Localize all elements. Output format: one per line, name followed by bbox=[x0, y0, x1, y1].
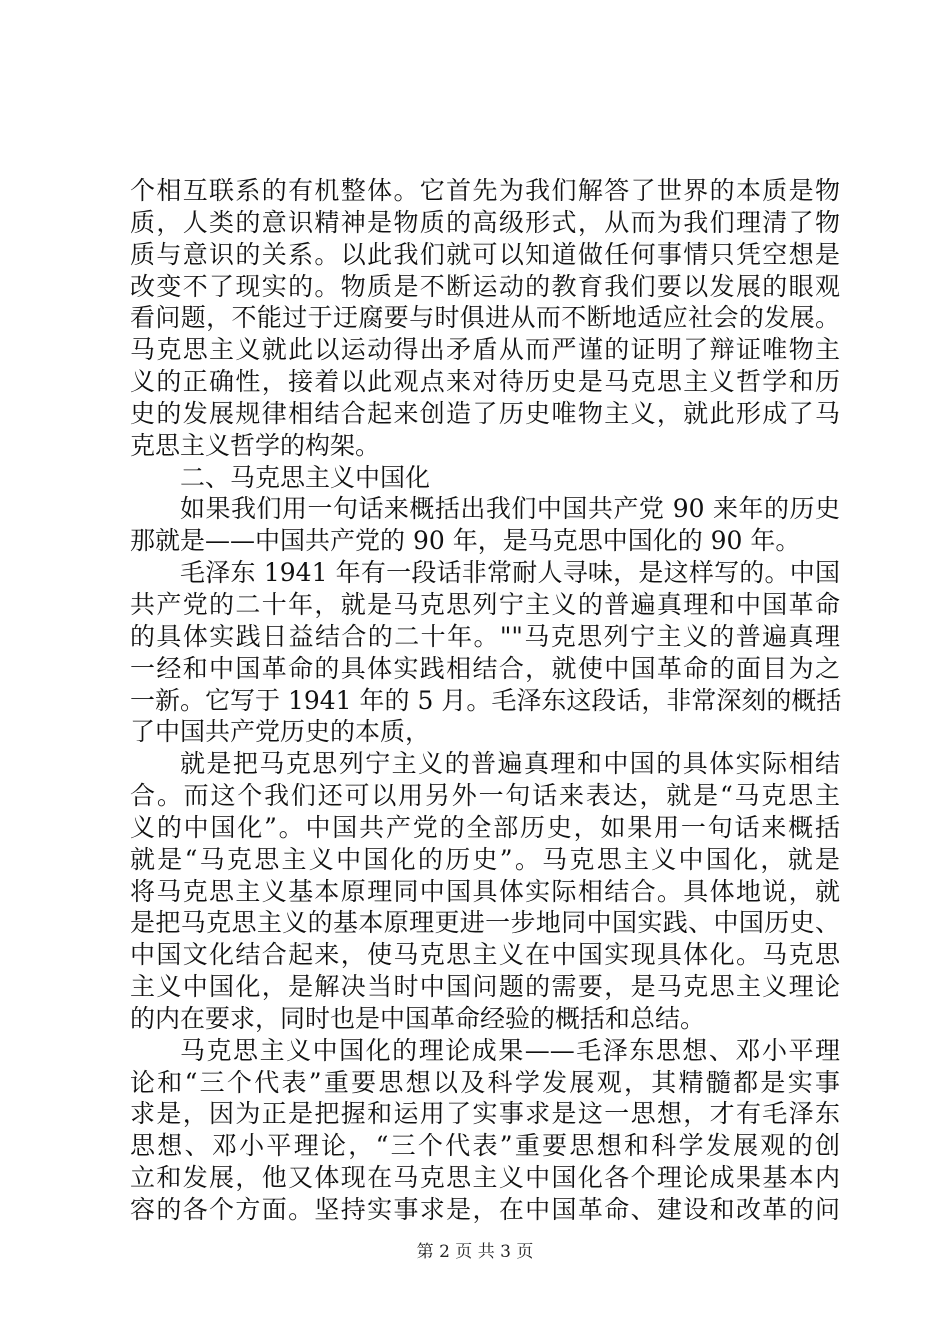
text-line: 质与意识的关系。以此我们就可以知道做任何事情只凭空想是 bbox=[130, 239, 840, 269]
page-footer bbox=[0, 1242, 950, 1262]
text-line: 个相互联系的有机整体。它首先为我们解答了世界的本质是物 bbox=[130, 176, 840, 205]
text-line: 如果我们用一句话来概括出我们中国共产党 90 来年的历史 bbox=[180, 494, 840, 524]
text-line: 主义中国化，是解决当时中国问题的需要，是马克思主义理论 bbox=[130, 972, 840, 1002]
text-line: 史的发展规律相结合起来创造了历史唯物主义，就此形成了马 bbox=[130, 398, 840, 428]
text-line: 是把马克思主义的基本原理更进一步地同中国实践、中国历史、 bbox=[130, 908, 840, 938]
text-line: 将马克思主义基本原理同中国具体实际相结合。具体地说，就 bbox=[130, 876, 840, 906]
text-line: 的具体实践日益结合的二十年。""马克思列宁主义的普遍真理 bbox=[130, 621, 840, 651]
text-line: 思想、邓小平理论，“三个代表”重要思想和科学发展观的创 bbox=[130, 1131, 840, 1161]
text-line: 改变不了现实的。物质是不断运动的教育我们要以发展的眼观 bbox=[130, 271, 840, 301]
text-line: 立和发展，他又体现在马克思主义中国化各个理论成果基本内 bbox=[130, 1163, 840, 1193]
text-line: 共产党的二十年，就是马克思列宁主义的普遍真理和中国革命 bbox=[130, 589, 840, 619]
text-line: 就是把马克思列宁主义的普遍真理和中国的具体实际相结 bbox=[180, 749, 840, 779]
text-line: 义的中国化”。中国共产党的全部历史，如果用一句话来概括 bbox=[130, 812, 840, 842]
text-line: 二、马克思主义中国化 bbox=[180, 462, 431, 492]
text-line: 容的各个方面。坚持实事求是，在中国革命、建设和改革的问 bbox=[130, 1195, 840, 1224]
page-number-label: 第 2 页 共 3 页 bbox=[416, 1242, 534, 1262]
text-line: 求是，因为正是把握和运用了实事求是这一思想，才有毛泽东 bbox=[130, 1099, 840, 1129]
text-line: 质，人类的意识精神是物质的高级形式，从而为我们理清了物 bbox=[130, 207, 840, 237]
text-line: 就是“马克思主义中国化的历史”。马克思主义中国化，就是 bbox=[130, 844, 840, 874]
text-line: 的内在要求，同时也是中国革命经验的概括和总结。 bbox=[130, 1003, 706, 1033]
text-line: 义的正确性，接着以此观点来对待历史是马克思主义哲学和历 bbox=[130, 367, 840, 397]
text-line: 中国文化结合起来，使马克思主义在中国实现具体化。马克思 bbox=[130, 940, 840, 970]
document-body bbox=[130, 175, 840, 1226]
text-line: 一新。它写于 1941 年的 5 月。毛泽东这段话，非常深刻的概括 bbox=[130, 685, 842, 715]
text-line: 克思主义哲学的构架。 bbox=[130, 430, 381, 460]
text-line: 论和“三个代表”重要思想以及科学发展观，其精髓都是实事 bbox=[130, 1067, 840, 1097]
text-line: 毛泽东 1941 年有一段话非常耐人寻味，是这样写的。中国 bbox=[180, 558, 840, 588]
text-line: 一经和中国革命的具体实践相结合，就使中国革命的面目为之 bbox=[130, 653, 840, 683]
text-line: 马克思主义中国化的理论成果——毛泽东思想、邓小平理 bbox=[180, 1035, 840, 1065]
text-line: 马克思主义就此以运动得出矛盾从而严谨的证明了辩证唯物主 bbox=[130, 335, 840, 365]
text-line: 那就是——中国共产党的 90 年，是马克思中国化的 90 年。 bbox=[130, 526, 801, 556]
text-line: 合。而这个我们还可以用另外一句话来表达，就是“马克思主 bbox=[130, 781, 840, 811]
text-line: 看问题，不能过于迂腐要与时俱进从而不断地适应社会的发展。 bbox=[130, 303, 840, 333]
text-line: 了中国共产党历史的本质， bbox=[130, 717, 431, 747]
